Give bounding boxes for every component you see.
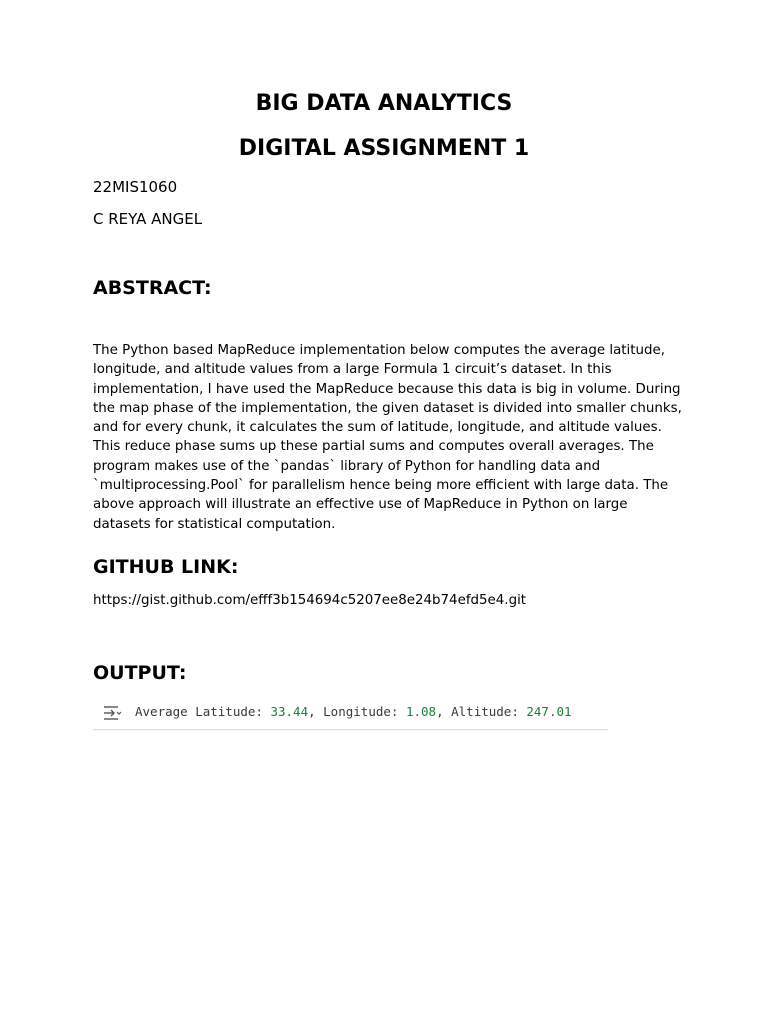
latitude-label: Average Latitude: <box>135 704 271 719</box>
register-number: 22MIS1060 <box>93 178 178 196</box>
longitude-label: , Longitude: <box>308 704 406 719</box>
output-heading: OUTPUT: <box>93 662 187 684</box>
output-expand-icon[interactable] <box>101 704 123 722</box>
document-subtitle: DIGITAL ASSIGNMENT 1 <box>238 136 530 161</box>
document-title: BIG DATA ANALYTICS <box>255 91 513 116</box>
github-link[interactable]: https://gist.github.com/efff3b154694c5207ee8e24b74efd5e4.git <box>93 593 527 608</box>
output-text <box>135 703 572 721</box>
output-cell <box>93 698 608 730</box>
altitude-label: , Altitude: <box>436 704 527 719</box>
altitude-value: 247.01 <box>526 704 572 719</box>
latitude-value: 33.44 <box>270 704 309 719</box>
abstract-paragraph: The Python based MapReduce implementation below computes the average latitude, longitude, and altitude values from a large Formula 1 circuit’s dataset. In this implementation, I have used the MapReduce because this data is big in volume. During the map phase of the implementation, the given dataset is divided into smaller chunks, and for every chunk, it calculates the sum of latitude, longitude, and altitude values. This reduce phase sums up these partial sums and computes overall averages. The program makes use of the `pandas` library of Python for handling data and `multiprocessing.Pool` for parallelism hence being more efficient with large data. The above approach will illustrate an effective use of MapReduce in Python on large datasets for statistical computation. <box>93 343 682 532</box>
longitude-value: 1.08 <box>405 704 437 719</box>
author-name: C REYA ANGEL <box>93 210 203 228</box>
abstract-heading: ABSTRACT: <box>93 277 212 299</box>
github-heading: GITHUB LINK: <box>93 556 239 578</box>
